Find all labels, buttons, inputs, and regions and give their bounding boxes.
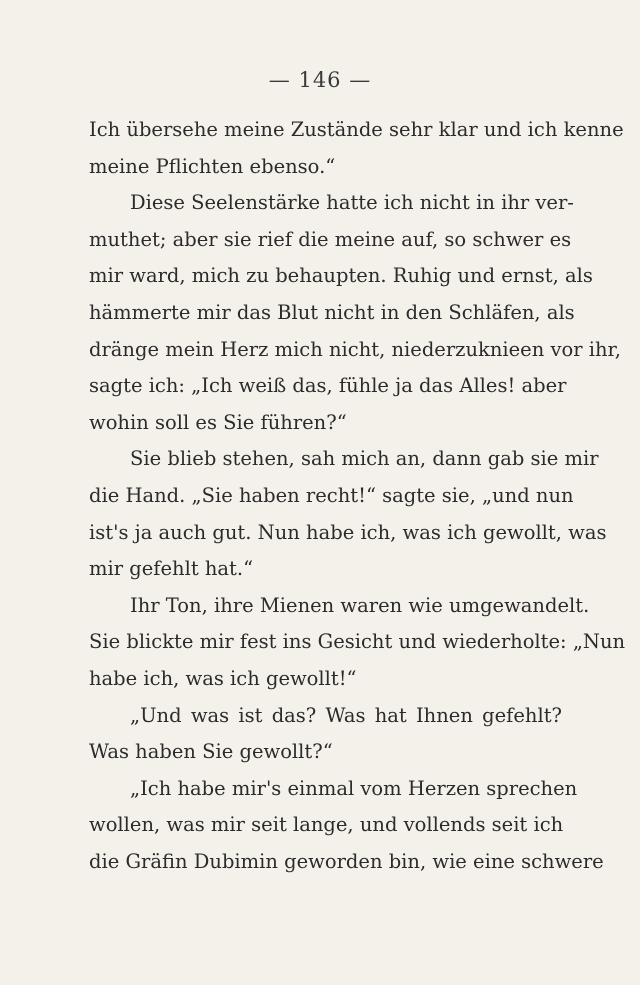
text-line: wollen, was mir seit lange, und vollends seit ich [89,813,564,837]
text-line: die Hand. „Sie haben recht!“ sagte sie, „und nun [89,483,574,507]
text-line: wohin soll es Sie führen?“ [89,410,347,434]
text-line: Was haben Sie gewollt?“ [89,740,333,764]
text-line: meine Pflichten ebenso.“ [89,154,336,178]
text-line: ist's ja auch gut. Nun habe ich, was ich gewollt, was [89,520,607,544]
text-line: die Gräfin Dubimin geworden bin, wie eine schwere [89,849,604,873]
text-line: Diese Seelenstärke hatte ich nicht in ihr ver- [130,191,574,215]
text-line: hämmerte mir das Blut nicht in den Schläfen, als [89,300,575,324]
text-line: sagte ich: „Ich weiß das, fühle ja das Alles! aber [89,374,567,398]
text-line: Ich übersehe meine Zustände sehr klar und ich kenne [89,118,624,141]
text-line: dränge mein Herz mich nicht, niederzuknieen vor ihr, [89,337,621,361]
body-text [89,112,626,880]
text-line: Sie blieb stehen, sah mich an, dann gab sie mir [130,447,599,471]
text-line: mir ward, mich zu behaupten. Ruhig und ernst, als [89,264,593,288]
text-line: muthet; aber sie rief die meine auf, so schwer es [89,227,572,251]
text-line: „Und was ist das? Was hat Ihnen gefehlt? [130,703,562,727]
page-number: — 146 — [268,68,372,92]
text-line: „Ich habe mir's einmal vom Herzen sprechen [130,776,578,800]
text-line: Ihr Ton, ihre Mienen waren wie umgewandelt. [130,593,590,617]
text-line: Sie blickte mir fest ins Gesicht und wiederholte: „Nun [89,630,626,654]
text-line: mir gefehlt hat.“ [89,557,254,581]
text-line: habe ich, was ich gewollt!“ [89,666,357,690]
